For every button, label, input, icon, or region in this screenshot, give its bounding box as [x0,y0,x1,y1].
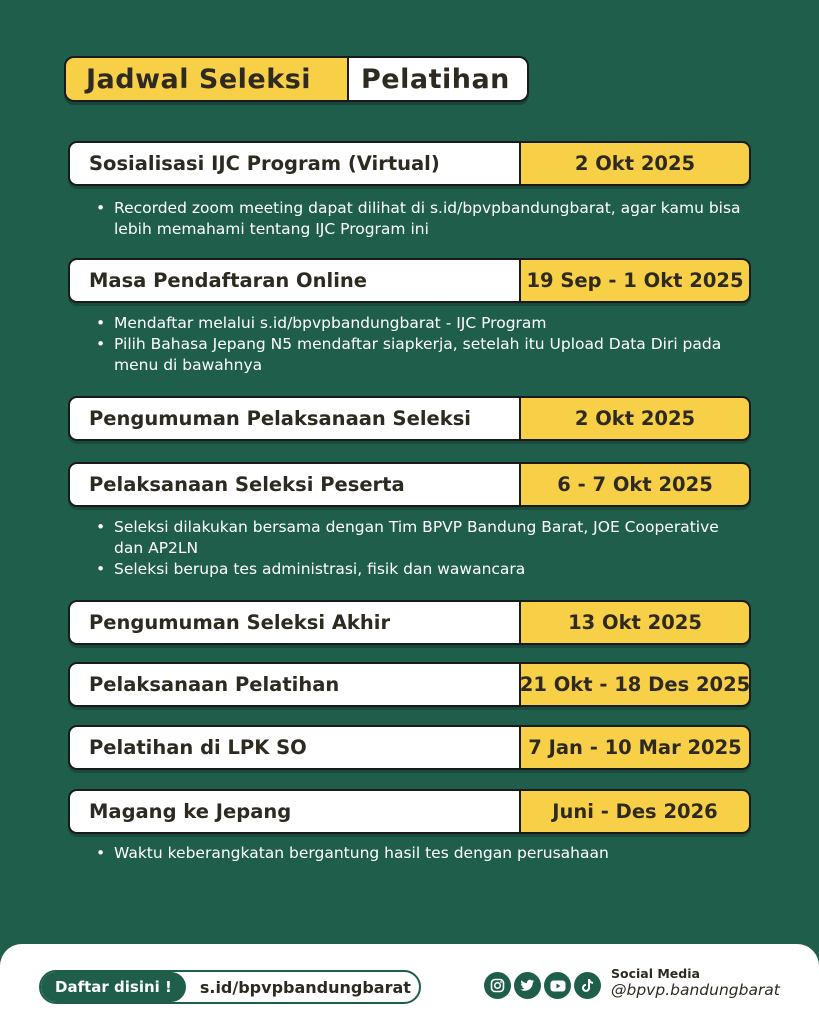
note-item: • Mendaftar melalui s.id/bpvpbandungbarat - IJC Program [92,313,752,334]
schedule-date: 2 Okt 2025 [521,141,751,186]
schedule-label: Pengumuman Pelaksanaan Seleksi [68,396,521,441]
schedule-row-pengumuman-pelaksanaan [68,396,751,441]
schedule-row-pengumuman-akhir [68,600,751,645]
schedule-date: 13 Okt 2025 [521,600,751,645]
social-icons [484,972,601,999]
schedule-date: 7 Jan - 10 Mar 2025 [521,725,751,770]
schedule-label: Sosialisasi IJC Program (Virtual) [68,141,521,186]
social-handle[interactable]: @bpvp.bandungbarat [611,981,780,999]
schedule-label: Magang ke Jepang [68,789,521,834]
title-right-text: Pelatihan [361,63,510,95]
schedule-row-pendaftaran [68,258,751,303]
tiktok-icon[interactable] [574,972,601,999]
schedule-notes [92,843,752,864]
schedule-date: 21 Okt - 18 Des 2025 [521,662,751,707]
schedule-label: Pengumuman Seleksi Akhir [68,600,521,645]
schedule-date: Juni - Des 2026 [521,789,751,834]
schedule-notes [92,198,752,240]
note-item: • Waktu keberangkatan bergantung hasil tes dengan perusahaan [92,843,752,864]
schedule-row-lpk-so [68,725,751,770]
instagram-icon[interactable] [484,972,511,999]
schedule-row-sosialisasi [68,141,751,186]
schedule-notes [92,313,752,376]
title-left-text: Jadwal Seleksi [86,63,312,95]
note-item: • Recorded zoom meeting dapat dilihat di s.id/bpvpbandungbarat, agar kamu bisa lebih memahami tentang IJC Program ini [92,198,752,240]
register-link-button[interactable] [39,970,421,1004]
register-url[interactable]: s.id/bpvpbandungbarat [199,977,411,997]
schedule-date: 19 Sep - 1 Okt 2025 [521,258,751,303]
note-item: • Pilih Bahasa Jepang N5 mendaftar siapkerja, setelah itu Upload Data Diri pada menu di bawahnya [92,334,752,376]
note-item: • Seleksi berupa tes administrasi, fisik dan wawancara [92,559,752,580]
note-item: • Seleksi dilakukan bersama dengan Tim BPVP Bandung Barat, JOE Cooperative dan AP2LN [92,517,752,559]
schedule-row-pelaksanaan-seleksi [68,462,751,507]
register-label: Daftar disini ! [41,972,186,1002]
footer [0,944,819,1024]
title-left-box [66,58,349,100]
schedule-notes [92,517,752,580]
social-title: Social Media [611,966,700,981]
schedule-row-pelatihan [68,662,751,707]
schedule-label: Masa Pendaftaran Online [68,258,521,303]
schedule-label: Pelaksanaan Seleksi Peserta [68,462,521,507]
page-title [64,56,529,102]
schedule-row-magang [68,789,751,834]
twitter-icon[interactable] [514,972,541,999]
schedule-date: 6 - 7 Okt 2025 [521,462,751,507]
schedule-label: Pelatihan di LPK SO [68,725,521,770]
social-media-info [611,966,780,1000]
youtube-icon[interactable] [544,972,571,999]
title-right-box [349,58,527,100]
schedule-date: 2 Okt 2025 [521,396,751,441]
schedule-label: Pelaksanaan Pelatihan [68,662,521,707]
